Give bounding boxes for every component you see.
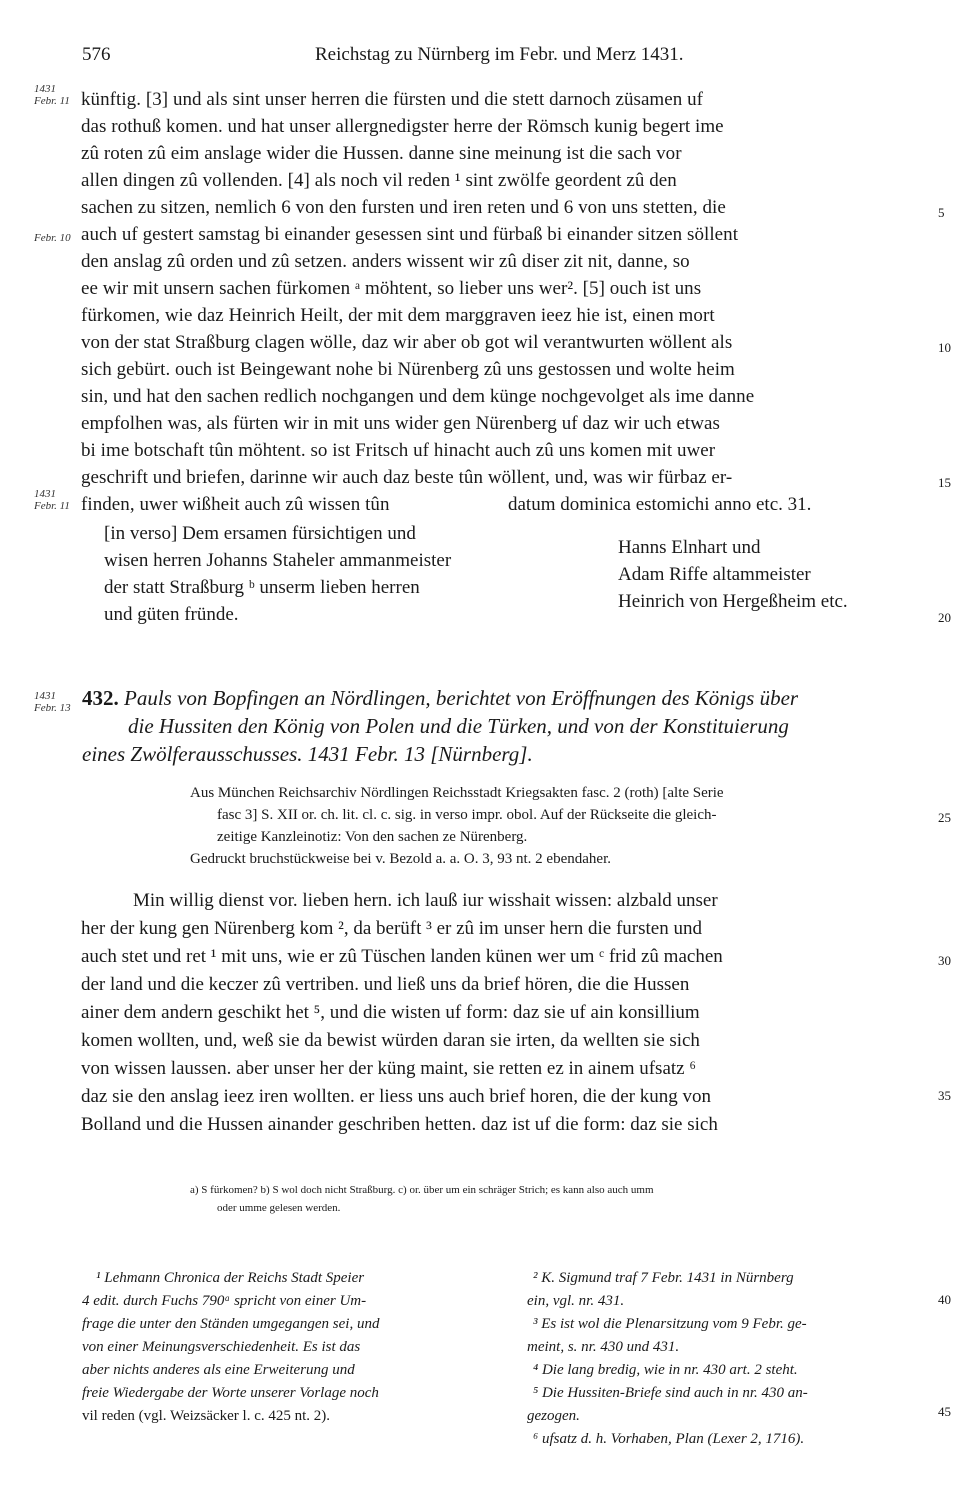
line-number: 5 [938,205,945,220]
footnote: frage die unter den Ständen umgegangen sei, und [82,1316,380,1332]
footnote: aber nichts anderes als eine Erweiterung und [82,1362,355,1378]
letter-line-closing: finden, uwer wißheit auch zû wissen tûn [81,494,390,515]
letter-line: Min willig dienst vor. lieben hern. ich lauß iur wisshait wissen: alzbald unser [133,890,718,911]
document-title: 432. Pauls von Bopfingen an Nördlingen, berichtet von Eröffnungen des Königs über [82,686,799,710]
letter-line: allen dingen zû vollenden. [4] als noch vil reden ¹ sint zwölfe geordent zû den [81,170,677,191]
running-title: Reichstag zu Nürnberg im Febr. und Merz 1431. [315,44,684,65]
letter-line: geschrift und briefen, darinne wir auch daz beste tûn wöllent, und, was wir fürbaz er- [81,467,733,488]
signature-line: Heinrich von Hergeßheim etc. [618,591,848,612]
letter-line: auch stet und ret ¹ mit uns, wie er zû Tüschen landen künen wer um ᶜ frid zû machen [81,946,723,967]
letter-line: sich gebürt. ouch ist Beingewant nohe bi Nürenberg zû uns gestossen und wolte heim [81,359,735,380]
address-line: der statt Straßburg ᵇ unserm lieben herren [104,577,420,598]
line-number: 40 [938,1292,951,1307]
source-note: Gedruckt bruchstückweise bei v. Bezold a. a. O. 3, 93 nt. 2 ebendaher. [190,851,611,867]
letter-line: zû roten zû eim anslage wider die Hussen. danne sine meinung ist die sach vor [81,143,682,164]
address-line: und güten fründe. [104,604,239,625]
line-number: 35 [938,1088,951,1103]
letter-line: der land und die keczer zû vertriben. und ließ uns da brief hören, die die Hussen [81,974,690,995]
letter-line: sachen zu sitzen, nemlich 6 von den fursten und iren reten und 6 von uns stetten, die [81,197,726,218]
letter-line: ee wir mit unsern sachen fürkomen ᵃ möhtent, so lieber uns wer². [5] ouch ist uns [81,278,702,299]
letter-line: komen wollten, und, weß sie da bewist würden daran sie irten, da wellten sie sich [81,1030,700,1051]
source-note: Aus München Reichsarchiv Nördlingen Reichsstadt Kriegsakten fasc. 2 (roth) [alte Serie [190,785,724,801]
margin-date: 1431 Febr. 11 [34,488,70,512]
letter-line: ainer dem andern geschikt het ⁵, und die wisten uf form: daz sie uf ain konsillium [81,1002,700,1023]
page-number: 576 [82,44,111,65]
letter-line: empfolhen was, als fürten wir in mit uns wider gen Nürenberg uf daz wir uch etwas [81,413,720,434]
letter-dating: datum dominica estomichi anno etc. 31. [508,494,812,515]
document-number: 432. [82,686,119,710]
footnote: ⁴ Die lang bredig, wie in nr. 430 art. 2 steht. [533,1362,798,1378]
letter-line: bi ime botschaft tûn möhtent. so ist Fritsch uf hinacht auch zû uns komen mit uwer [81,440,716,461]
signature-line: Adam Riffe altammeister [618,564,811,585]
variant-note: a) S fürkomen? b) S wol doch nicht Straßburg. c) or. über um ein schräger Strich; es kann also auch umm [190,1184,654,1196]
signature-line: Hanns Elnhart und [618,537,761,558]
letter-line: von wissen laussen. aber unser her der küng maint, sie retten ez in ainem ufsatz ⁶ [81,1058,696,1079]
variant-note: oder umme gelesen werden. [217,1202,341,1214]
margin-date: Febr. 10 [34,232,71,244]
footnote: ein, vgl. nr. 431. [527,1293,625,1309]
footnote: ⁶ ufsatz d. h. Vorhaben, Plan (Lexer 2, 1716). [533,1431,805,1447]
document-title-line: die Hussiten den König von Polen und die Türken, und von der Konstituierung [128,714,789,738]
line-number: 10 [938,340,951,355]
letter-line: auch uf gestert samstag bi einander gesessen sint und fürbaß bi einander sitzen söllent [81,224,739,245]
address-line: [in verso] Dem ersamen fürsichtigen und [104,523,416,544]
letter-line: von der stat Straßburg clagen wölle, daz wir aber ob got wil verantwurten wöllent als [81,332,733,353]
letter-line: das rothuß komen. und hat unser allergnedigster herre der Römsch kunig begert ime [81,116,724,137]
footnote: vil reden (vgl. Weizsäcker l. c. 425 nt. 2). [82,1408,331,1424]
footnote: ³ Es ist wol die Plenarsitzung vom 9 Febr. ge- [533,1316,807,1332]
letter-line: den anslag zû orden und zû setzen. anders wissent wir zû diser zit nit, danne, so [81,251,690,272]
line-number: 25 [938,810,951,825]
margin-date: 1431 Febr. 11 [34,83,70,107]
footnote: 4 edit. durch Fuchs 790ᵃ spricht von einer Um- [82,1293,367,1309]
footnote: von einer Meinungsverschiedenheit. Es ist das [82,1339,361,1355]
line-number: 30 [938,953,951,968]
line-number: 20 [938,610,951,625]
footnote: gezogen. [527,1408,580,1424]
letter-line: künftig. [3] und als sint unser herren die fürsten und die stett darnoch züsamen uf [81,89,704,110]
margin-date: 1431 Febr. 13 [34,690,71,714]
footnote: meint, s. nr. 430 und 431. [527,1339,680,1355]
line-number: 15 [938,475,951,490]
footnote: ² K. Sigmund traf 7 Febr. 1431 in Nürnberg [533,1270,794,1286]
letter-line: Bolland und die Hussen ainander geschriben hetten. daz ist uf die form: daz sie sich [81,1114,718,1135]
letter-line: fürkomen, wie daz Heinrich Heilt, der mit dem marggraven ieez hie ist, einen mort [81,305,715,326]
footnote: ¹ Lehmann Chronica der Reichs Stadt Speier [96,1270,365,1286]
document-title-line: eines Zwölferausschusses. 1431 Febr. 13 [Nürnberg]. [82,742,533,766]
footnote: freie Wiedergabe der Worte unserer Vorlage noch [82,1385,379,1401]
line-number: 45 [938,1404,951,1419]
source-note: zeitige Kanzleinotiz: Von den sachen ze Nürenberg. [217,829,528,845]
letter-line: daz sie den anslag ieez iren wollten. er liess uns auch brief horen, die der kung von [81,1086,711,1107]
letter-line: her der kung gen Nürenberg kom ², da berüft ³ er zû im unser hern die fursten und [81,918,702,939]
address-line: wisen herren Johanns Staheler ammanmeister [104,550,452,571]
source-note: fasc 3] S. XII or. ch. lit. cl. c. sig. in verso impr. obol. Auf der Rückseite die gleich- [217,807,717,823]
footnote: ⁵ Die Hussiten-Briefe sind auch in nr. 430 an- [533,1385,808,1401]
letter-line: sin, und hat den sachen redlich nochgangen und dem künge nochgevolget als ime danne [81,386,755,407]
